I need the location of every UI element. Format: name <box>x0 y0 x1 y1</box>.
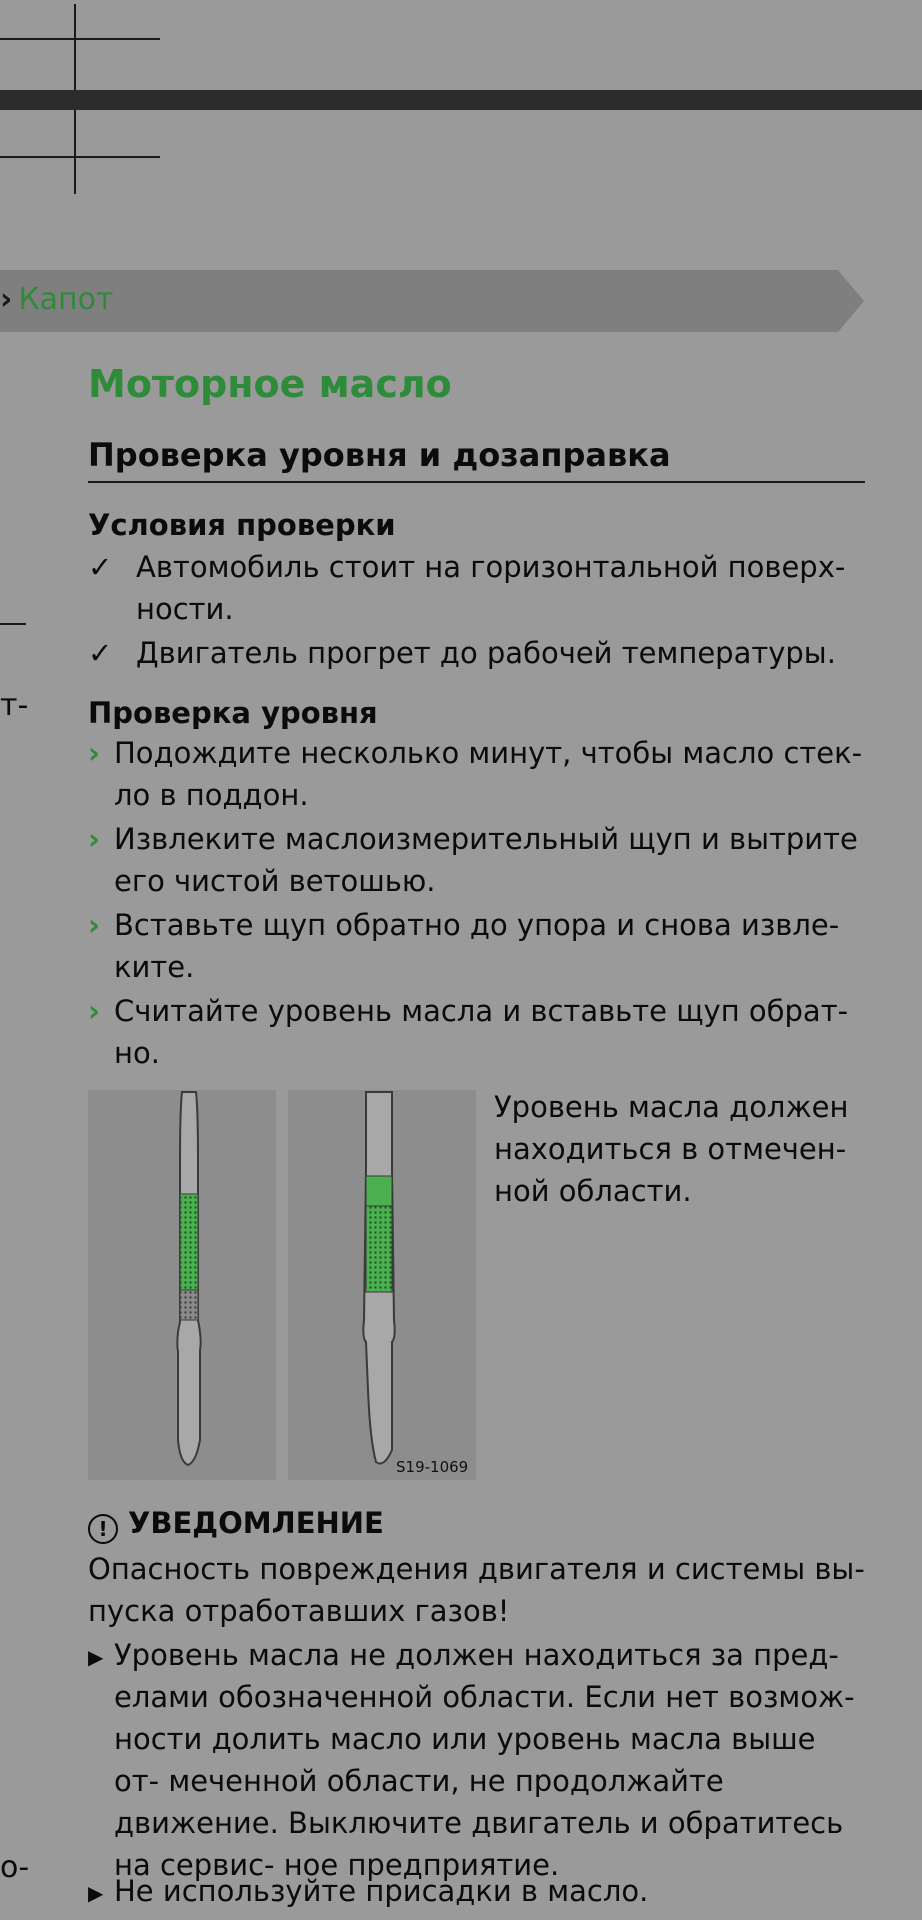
dipstick-figure-right <box>288 1090 476 1480</box>
figure-caption: Уровень масла должен находиться в отмечен- ной области. <box>494 1090 849 1208</box>
notice-bullet <box>88 1634 868 1886</box>
section-divider <box>88 481 865 483</box>
notice-title-text: УВЕДОМЛЕНИЕ <box>128 1506 384 1540</box>
crop-mark-horizontal-bottom <box>0 156 160 158</box>
notice-title <box>88 1506 384 1544</box>
check-step <box>88 818 868 902</box>
notice-text: Опасность повреждения двигателя и системы вы- пуска отработавших газов! <box>88 1552 865 1628</box>
condition-item <box>88 546 868 630</box>
check-step <box>88 904 868 988</box>
condition-item <box>88 632 868 674</box>
left-page-rule <box>0 623 26 625</box>
check-step-text: Подождите несколько минут, чтобы масло стек- ло в поддон. <box>114 736 863 812</box>
notice-bullet-text: Не используйте присадки в масло. <box>114 1874 649 1908</box>
breadcrumb-separator-icon: › <box>0 282 13 317</box>
condition-text: Автомобиль стоит на горизонтальной поверх- ности. <box>136 550 846 626</box>
figure-code: S19-1069 <box>396 1458 469 1476</box>
check-heading: Проверка уровня <box>88 696 378 730</box>
check-step <box>88 990 868 1074</box>
section-heading: Проверка уровня и дозаправка <box>88 436 671 474</box>
check-step-text: Считайте уровень масла и вставьте щуп обрат- но. <box>114 994 849 1070</box>
left-page-fragment: т- <box>0 688 29 723</box>
chevron-right-icon: › <box>88 822 100 856</box>
check-step-text: Извлеките маслоизмерительный щуп и вытрите его чистой ветошью. <box>114 822 858 898</box>
chevron-right-icon: › <box>88 736 100 770</box>
triangle-bullet-icon: ▶ <box>88 1645 104 1669</box>
check-step <box>88 732 868 816</box>
condition-text: Двигатель прогрет до рабочей температуры. <box>136 636 836 670</box>
warning-circle-icon: ! <box>88 1514 118 1544</box>
crop-mark-horizontal-top <box>0 38 160 40</box>
breadcrumb-label[interactable]: Капот <box>18 282 114 317</box>
chevron-right-icon: › <box>88 994 100 1028</box>
conditions-heading: Условия проверки <box>88 508 396 542</box>
page-title: Моторное масло <box>88 362 452 406</box>
notice-bullet <box>88 1870 868 1912</box>
chevron-right-icon: › <box>88 908 100 942</box>
breadcrumb[interactable] <box>0 280 114 320</box>
dipstick-figure-left <box>88 1090 276 1480</box>
left-page-fragment: о- <box>0 1850 30 1885</box>
triangle-bullet-icon: ▶ <box>88 1881 104 1905</box>
checkmark-icon: ✓ <box>88 550 113 584</box>
checkmark-icon: ✓ <box>88 636 113 670</box>
notice-bullet-text: Уровень масла не должен находиться за пред- елами обозначенной области. Если нет возмож- ности долить масло или уровень масла выше от- меченной области, не продолжайте движение. Выключите двигатель и обратитесь на сервис- ное предприятие. <box>114 1638 855 1882</box>
breadcrumb-bar <box>0 270 864 332</box>
check-step-text: Вставьте щуп обратно до упора и снова извле- ките. <box>114 908 840 984</box>
header-bar <box>0 90 922 110</box>
